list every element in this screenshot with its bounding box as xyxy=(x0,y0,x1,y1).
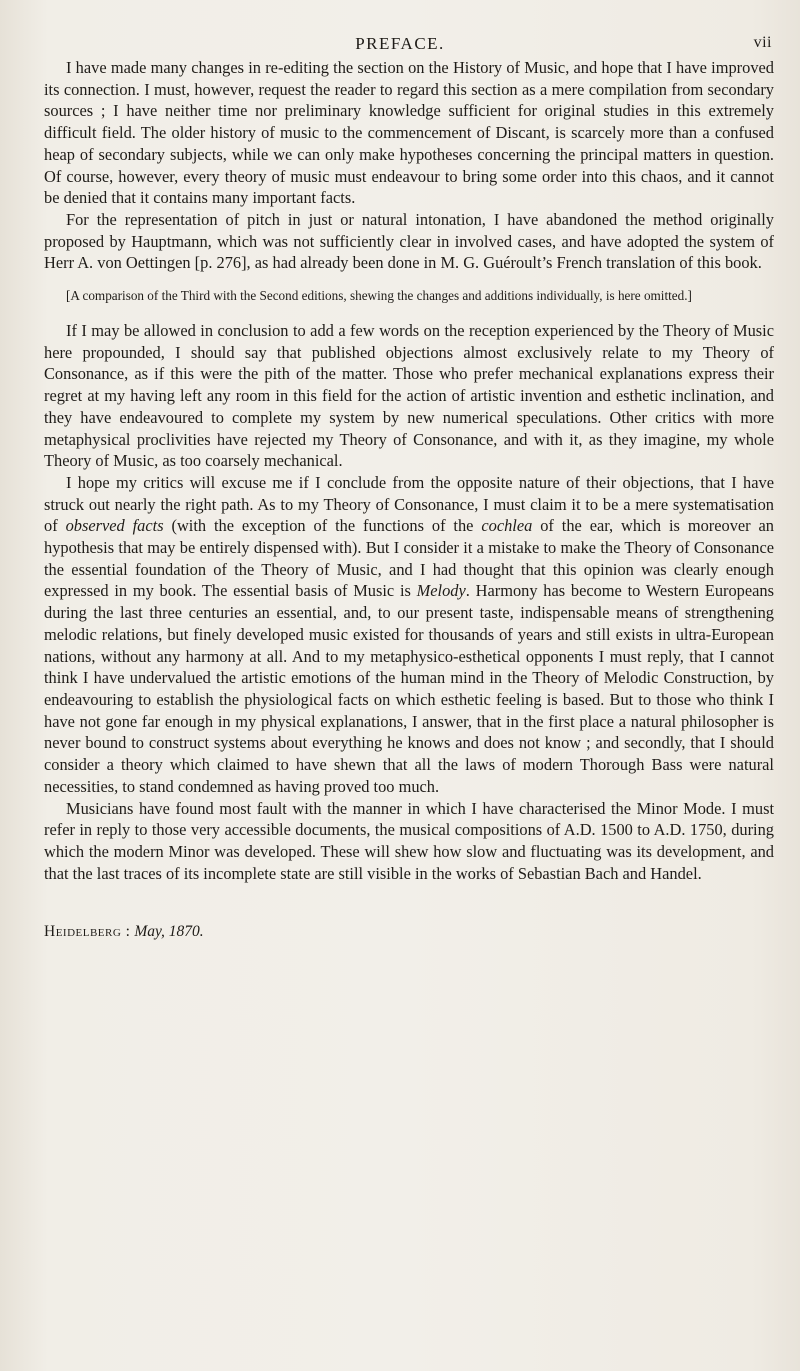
paragraph-minor-mode: Musicians have found most fault with the manner in which I have characterised the Minor Mode. I must refer in reply to those very accessible documents, the musical compositions of A.D. 1500 to A.D. 1750, during which the modern Minor was developed. These will shew how slow and fluctuating was its development, and that the last traces of its incomplete state are still visible in the works of Sebastian Bach and Handel. xyxy=(44,798,774,883)
emphasis-observed-facts: observed facts xyxy=(65,516,164,536)
text-run: of the ear, which is moreover an hypothesis that may be entirely dispensed with). But I consider it a mistake to make the Theory of Consonance the essential foundation of the Theory of Music, and I had thought that this opinion was clearly enough expressed in my book. The essential basis of Music is xyxy=(44,516,774,601)
emphasis-melody: Melody xyxy=(416,581,466,601)
page-number: vii xyxy=(753,34,772,51)
preface-body xyxy=(44,57,774,942)
paragraph-history-of-music: I have made many changes in re-editing the section on the History of Music, and hope that I have improved its connection. I must, however, request the reader to regard this section as a mere compilation from secondary sources ; I have neither time nor preliminary knowledge sufficient for original studies in this extremely difficult field. The older history of music to the commencement of Discant, is scarcely more than a confused heap of secondary subjects, while we can only make hypotheses concerning the principal matters in question. Of course, however, every theory of music must endeavour to bring some order into this chaos, and it cannot be denied that it contains many important facts. xyxy=(44,58,774,208)
running-head xyxy=(0,0,800,60)
paragraph-reception: If I may be allowed in conclusion to add a few words on the reception experienced by the Theory of Music here propounded, I should say that published objections almost exclusively relate to my Theory of Consonance, as if this were the pith of the matter. Those who prefer mechanical explanations express their regret at my having left any room in this field for the action of artistic invention and esthetic inclination, and they have endeavoured to complete my system by new numerical speculations. Other critics with more metaphysical proclivities have rejected my Theory of Consonance, and with it, as they imagine, my whole Theory of Music, as too coarsely mechanical. xyxy=(44,321,774,471)
signature-place: Heidelberg : xyxy=(44,923,131,941)
signature-date: May, 1870. xyxy=(134,923,204,941)
emphasis-cochlea: cochlea xyxy=(481,516,533,536)
text-run: (with the exception of the functions of the xyxy=(163,516,482,536)
editorial-note: [A comparison of the Third with the Second editions, shewing the changes and additions individually, is here omitted.] xyxy=(66,288,692,304)
running-title: PREFACE. xyxy=(355,34,445,53)
signature-line xyxy=(44,922,774,942)
text-run: . Harmony has become to Western Europeans during the last three centuries an essential, and, to our present taste, indispensable means of strengthening melodic relations, but finely developed music existed for thousands of years and still exists in ultra-European nations, without any harmony at all. And to my metaphysico-esthetical opponents I must reply, that I cannot think I have undervalued the artistic emotions of the human mind in the Theory of Melodic Construction, by endeavouring to establish the physiological facts on which esthetic feeling is based. But to those who think I have not gone far enough in my physical explanations, I answer, that in the first place a natural philosopher is never bound to construct systems about everything he knows and does not know ; and secondly, that I should consider a theory which claimed to have shewn that all the laws of modern Thorough Bass were natural necessities, to stand condemned as having proved too much. xyxy=(44,581,774,796)
text-run: I hope my critics will excuse me if I conclude from the opposite nature of their objections, that I have struck out nearly the right path. As to my Theory of Consonance, I must claim it to be a mere systematisation of xyxy=(44,472,774,536)
paragraph-critics-reply xyxy=(44,472,774,798)
paragraph-pitch-representation: For the representation of pitch in just or natural intonation, I have abandoned the method originally proposed by Hauptmann, which was not sufficiently clear in involved cases, and have adopted the system of Herr A. von Oettingen [p. 276], as had already been done in M. G. Guéroult’s French translation of this book. xyxy=(44,209,774,273)
